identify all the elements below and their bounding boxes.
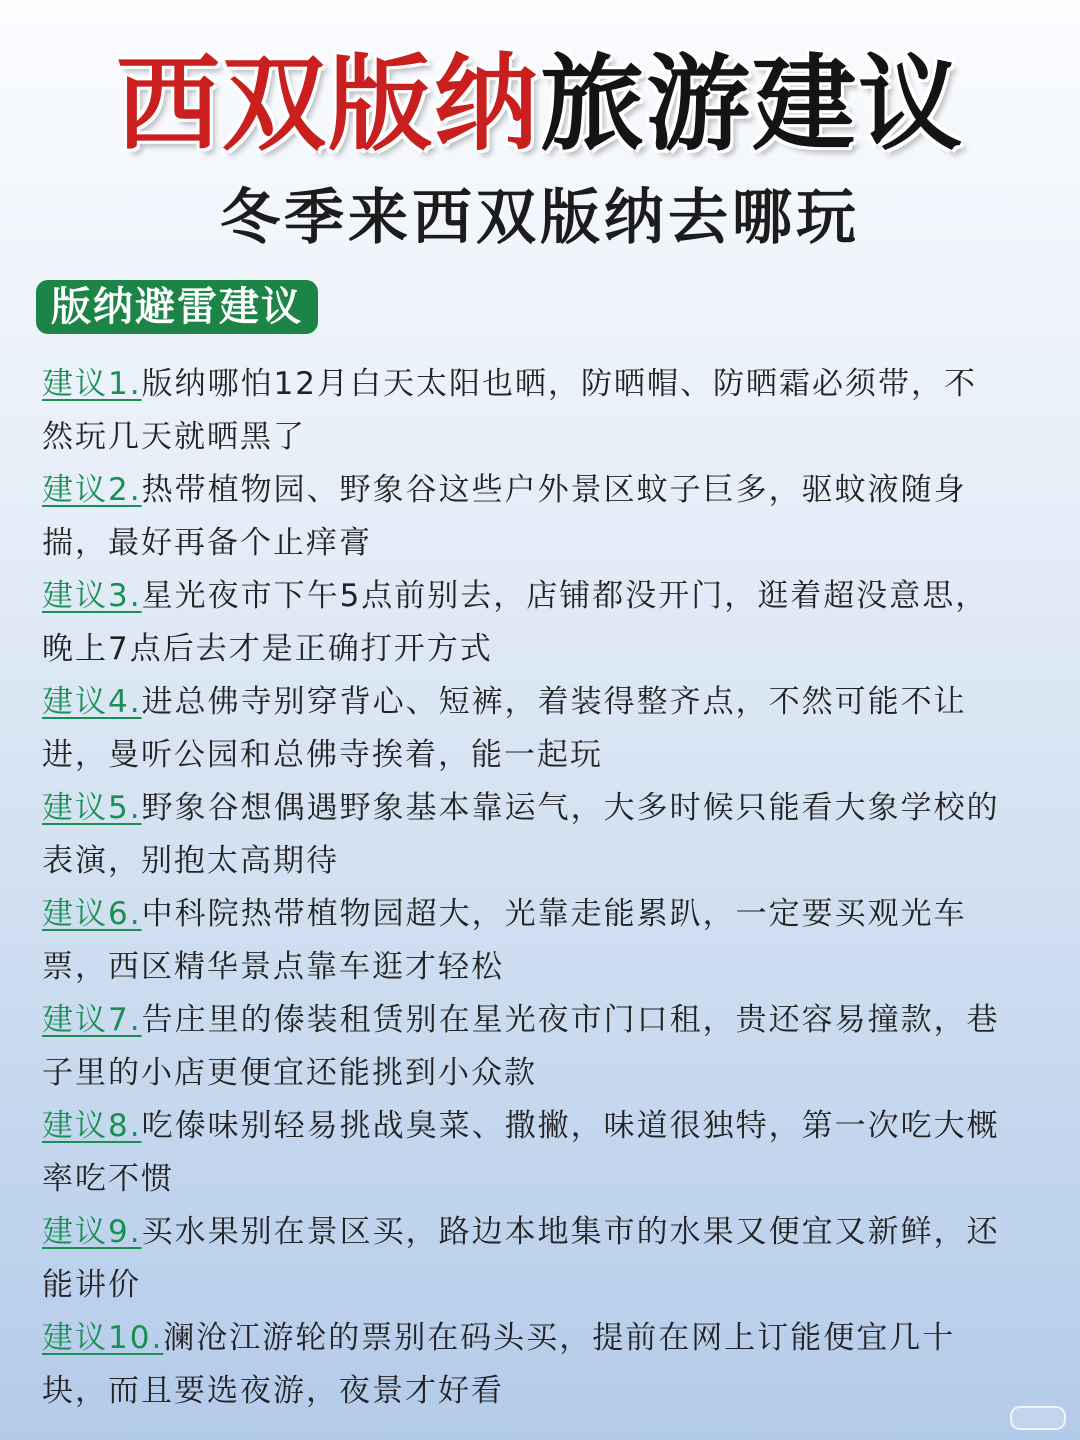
tip-item-3	[42, 570, 1002, 676]
tips-list	[42, 358, 1002, 1418]
tip-text: 告庄里的傣装租赁别在星光夜市门口租，贵还容易撞款，巷子里的小店更便宜还能挑到小众款	[42, 1002, 1000, 1091]
tip-item-7	[42, 994, 1002, 1100]
page-subtitle: 冬季来西双版纳去哪玩	[220, 183, 860, 253]
tip-item-1	[42, 358, 1002, 464]
tip-label: 建议3.	[42, 578, 142, 614]
tip-item-6	[42, 888, 1002, 994]
tip-text: 野象谷想偶遇野象基本靠运气，大多时候只能看大象学校的表演，别抱太高期待	[42, 790, 1000, 879]
tip-text: 吃傣味别轻易挑战臭菜、撒撇，味道很独特，第一次吃大概率吃不惯	[42, 1108, 1000, 1197]
section-badge: 版纳避雷建议	[36, 280, 318, 334]
tip-text: 进总佛寺别穿背心、短裤，着装得整齐点，不然可能不让进，曼听公园和总佛寺挨着，能一起玩	[42, 684, 967, 773]
tip-label: 建议2.	[42, 472, 142, 508]
tip-text: 中科院热带植物园超大，光靠走能累趴，一定要买观光车票，西区精华景点靠车逛才轻松	[42, 896, 967, 985]
tip-text: 版纳哪怕12月白天太阳也晒，防晒帽、防晒霜必须带，不然玩几天就晒黑了	[42, 366, 978, 455]
tip-label: 建议6.	[42, 896, 142, 932]
tip-label: 建议7.	[42, 1002, 142, 1038]
tip-item-2	[42, 464, 1002, 570]
tip-item-9	[42, 1206, 1002, 1312]
tip-label: 建议10.	[42, 1320, 164, 1356]
title-red-part: 西双版纳	[115, 43, 540, 165]
tip-text: 澜沧江游轮的票别在码头买，提前在网上订能便宜几十块，而且要选夜游，夜景才好看	[42, 1320, 956, 1409]
tip-text: 买水果别在景区买，路边本地集市的水果又便宜又新鲜，还能讲价	[42, 1214, 1000, 1303]
title-black-part: 旅游建议	[540, 43, 965, 165]
tip-item-8	[42, 1100, 1002, 1206]
tip-label: 建议1.	[42, 366, 142, 402]
tip-text: 热带植物园、野象谷这些户外景区蚊子巨多，驱蚊液随身揣，最好再备个止痒膏	[42, 472, 967, 561]
page-title	[0, 44, 1080, 164]
tip-label: 建议5.	[42, 790, 142, 826]
tip-item-4	[42, 676, 1002, 782]
tip-item-10	[42, 1312, 1002, 1418]
tip-text: 星光夜市下午5点前别去，店铺都没开门，逛着超没意思，晚上7点后去才是正确打开方式	[42, 578, 989, 667]
watermark-badge	[1010, 1406, 1066, 1430]
tip-label: 建议8.	[42, 1108, 142, 1144]
tip-label: 建议4.	[42, 684, 142, 720]
tip-label: 建议9.	[42, 1214, 142, 1250]
tip-item-5	[42, 782, 1002, 888]
